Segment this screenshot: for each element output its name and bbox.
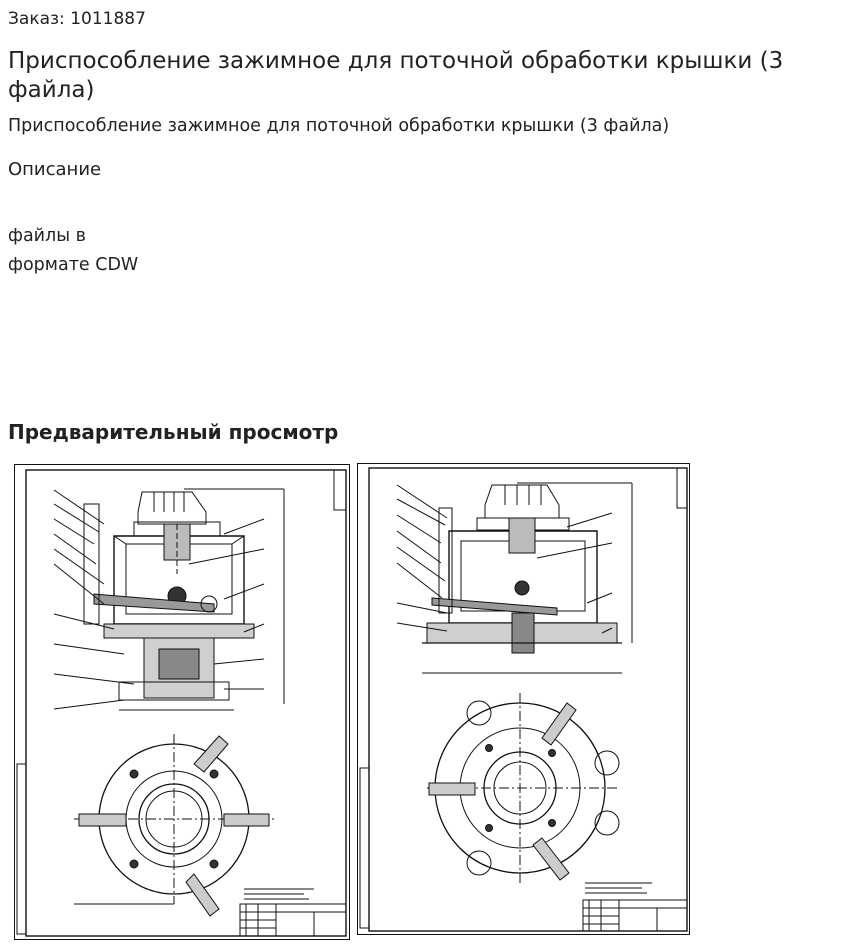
description-line-1: файлы в	[8, 226, 86, 246]
order-value: 1011887	[70, 9, 146, 29]
order-number	[8, 9, 146, 29]
preview-drawing-sheet-1[interactable]	[14, 464, 350, 940]
product-subtitle: Приспособление зажимное для поточной обработки крышки (3 файла)	[8, 116, 670, 136]
description-line-2: формате CDW	[8, 255, 139, 275]
description-heading: Описание	[8, 159, 102, 180]
preview-heading: Предварительный просмотр	[8, 420, 339, 444]
order-label: Заказ:	[8, 9, 65, 29]
description-text	[8, 222, 138, 280]
product-title: Приспособление зажимное для поточной обработки крышки (3 файла)	[8, 48, 784, 103]
preview-drawing-sheet-2[interactable]	[357, 463, 690, 935]
